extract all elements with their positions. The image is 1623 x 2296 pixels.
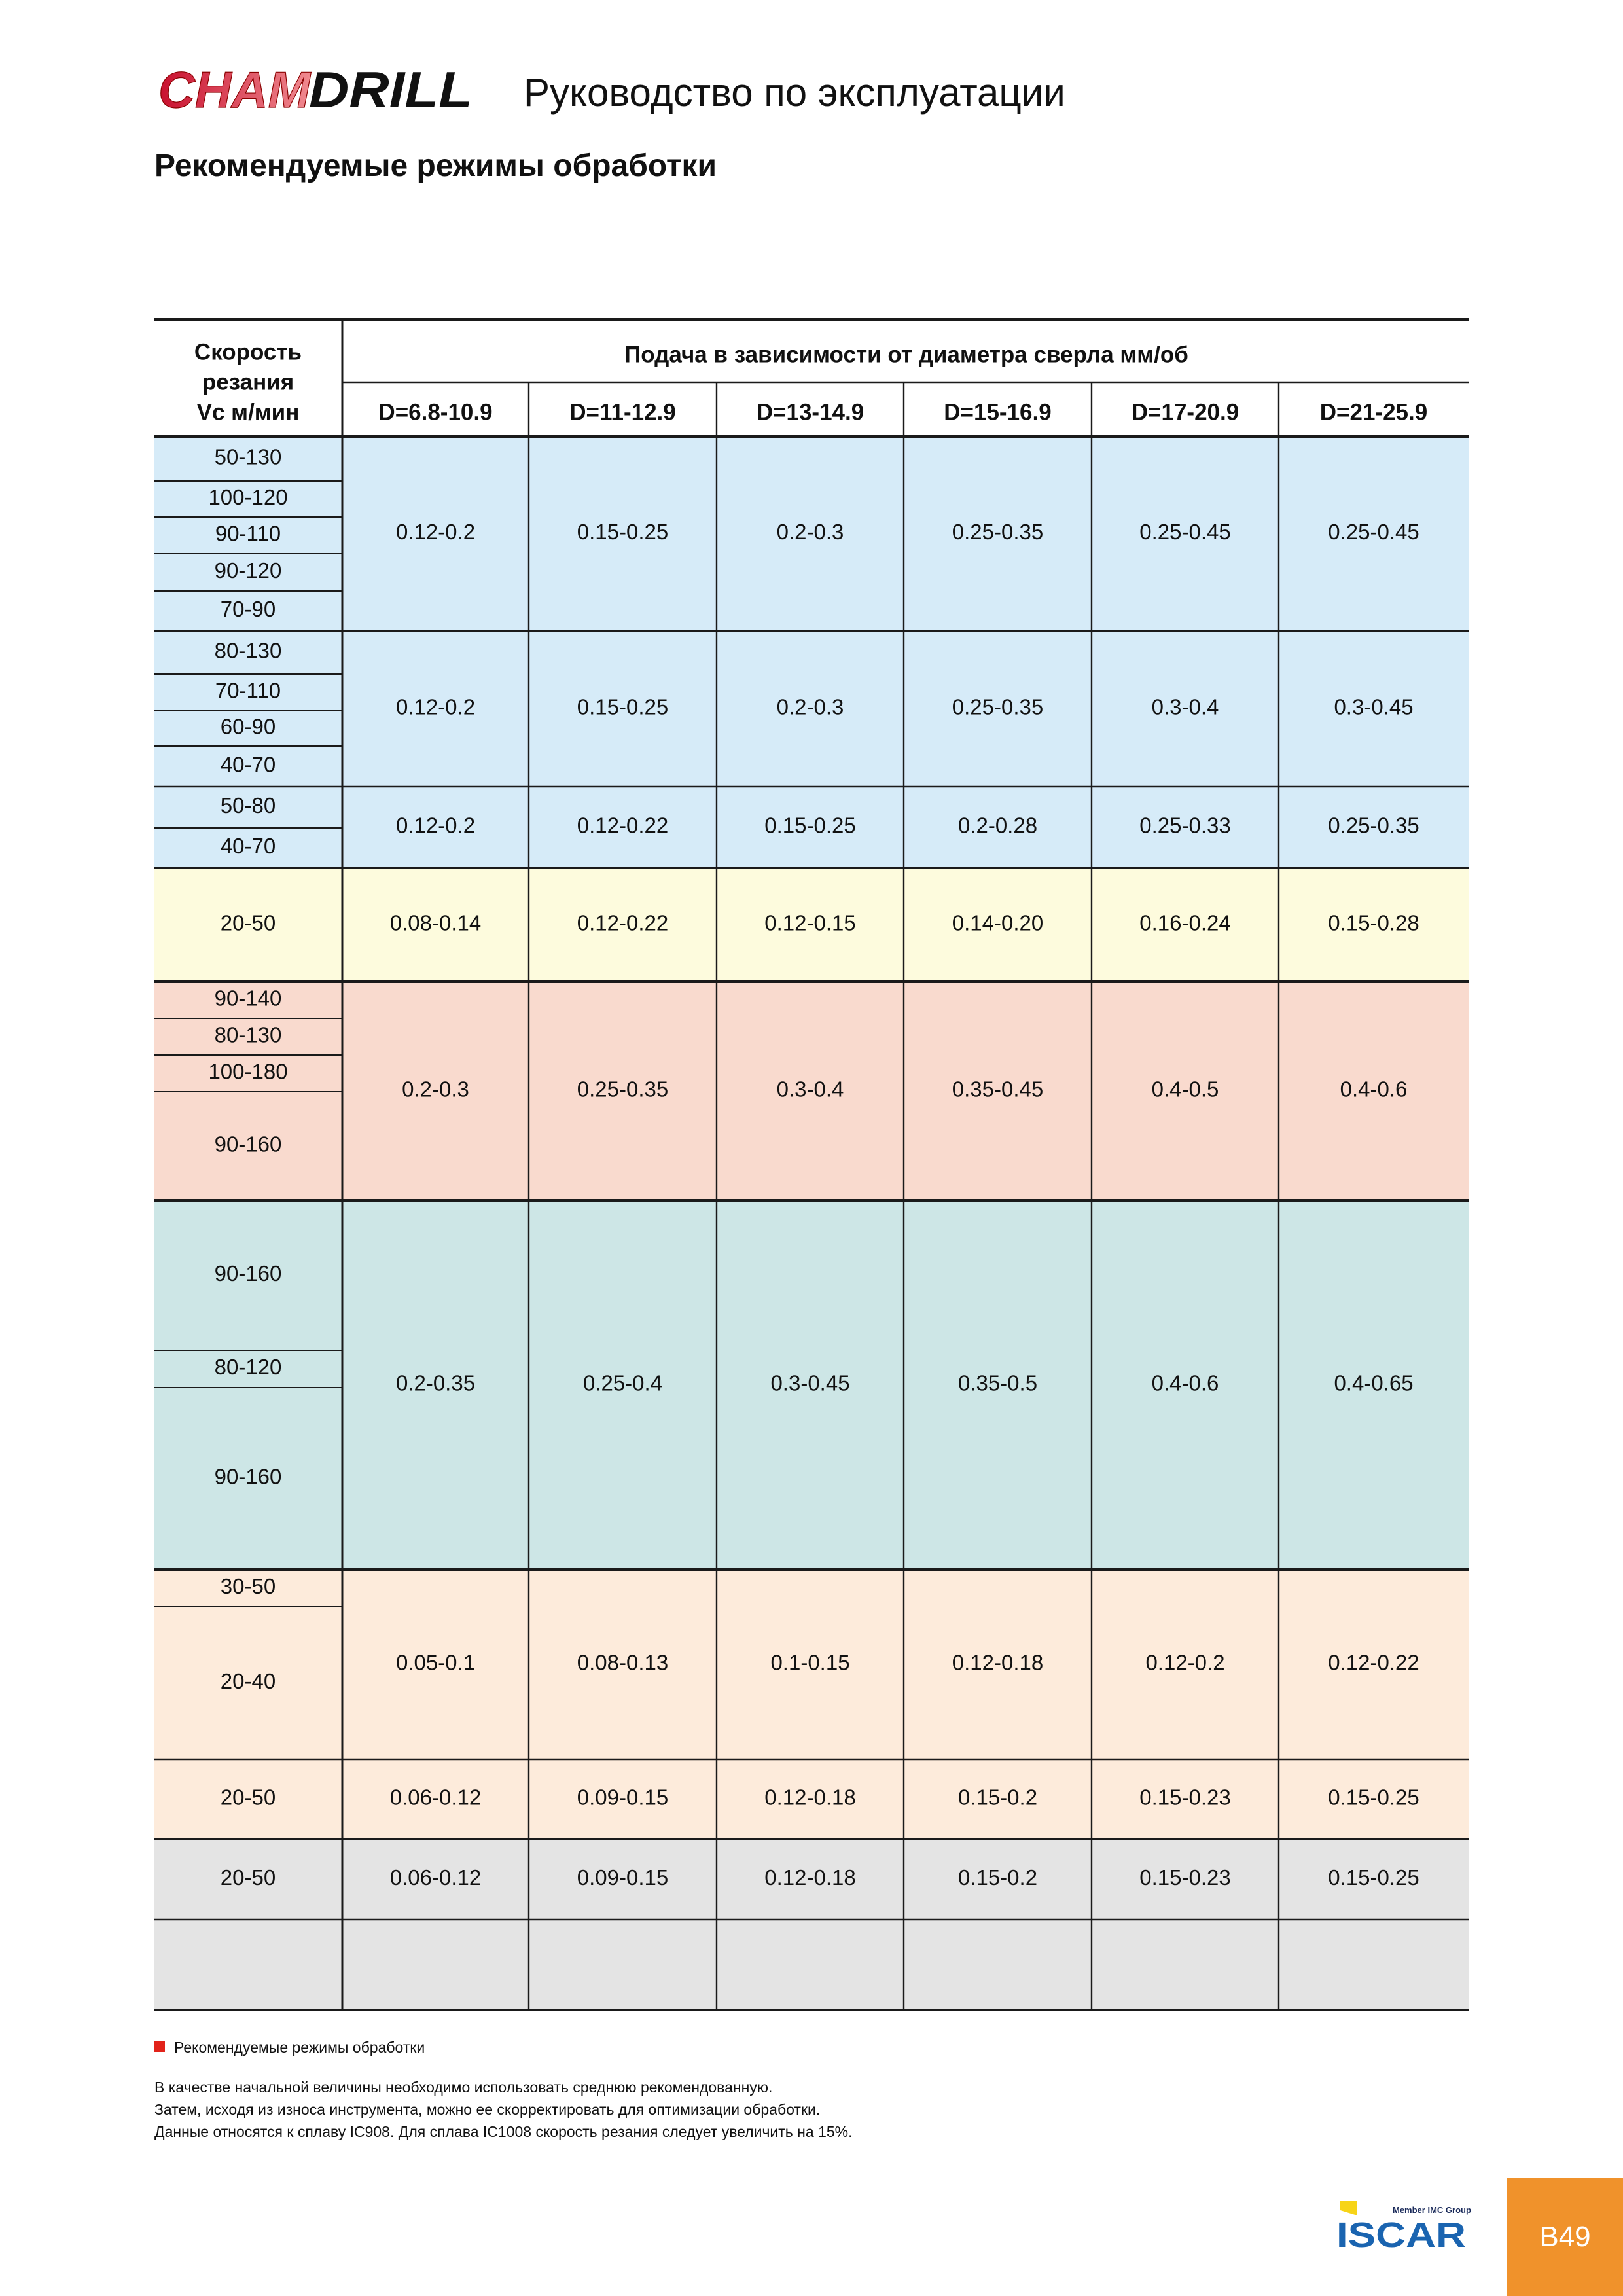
note-line: В качестве начальной величины необходимо использовать среднюю рекомендованную. [154,2079,773,2096]
vc-header-label: Скорость [194,339,302,365]
iscar-logo-mark-yellow [1340,2201,1357,2215]
feed-value-cell: 0.15-0.25 [764,813,856,838]
vc-value-cell: 40-70 [220,834,276,859]
feed-value-cell: 0.12-0.2 [1145,1650,1225,1675]
diameter-column-header: D=11-12.9 [569,399,676,425]
vc-value-cell: 90-110 [215,521,281,546]
legend-label: Рекомендуемые режимы обработки [174,2039,425,2056]
feed-value-cell: 0.2-0.3 [776,694,844,719]
vc-value-cell: 100-120 [208,485,288,510]
feed-value-cell: 0.25-0.35 [952,520,1044,545]
vc-value-cell: 50-80 [220,793,276,818]
feed-value-cell: 0.15-0.2 [957,1785,1038,1810]
vc-header-label: Vc м/мин [196,399,300,425]
feed-value-cell: 0.12-0.18 [764,1865,856,1890]
feed-value-cell: 0.15-0.23 [1139,1865,1231,1890]
vc-value-cell: 20-50 [220,1785,276,1810]
feed-value-cell: 0.35-0.45 [952,1077,1044,1102]
feed-value-cell: 0.25-0.35 [1328,813,1419,838]
feed-value-cell: 0.3-0.45 [770,1371,850,1395]
feed-header-label: Подача в зависимости от диаметра сверла мм/об [624,342,1188,368]
feed-value-cell: 0.3-0.4 [1151,694,1219,719]
feed-value-cell: 0.2-0.35 [395,1371,476,1395]
feed-value-cell: 0.15-0.25 [1328,1865,1419,1890]
vc-value-cell: 20-50 [220,910,276,935]
note-line: Данные относятся к сплаву IC908. Для сплава IC1008 скорость резания следует увеличить на 15%. [154,2123,853,2140]
row-group-background [154,1920,1469,2010]
feed-value-cell: 0.4-0.6 [1151,1371,1219,1395]
page-number: B49 [1539,2221,1591,2253]
feed-value-cell: 0.16-0.24 [1139,910,1231,935]
feed-value-cell: 0.2-0.3 [776,520,844,545]
iscar-member-text: Member IMC Group [1393,2205,1471,2215]
feed-value-cell: 0.06-0.12 [389,1785,482,1810]
feed-value-cell: 0.4-0.5 [1151,1077,1219,1102]
iscar-wordmark: ISCAR [1336,2215,1466,2252]
feed-value-cell: 0.35-0.5 [957,1371,1038,1395]
feed-value-cell: 0.15-0.25 [577,694,669,719]
feed-value-cell: 0.15-0.23 [1139,1785,1231,1810]
feed-value-cell: 0.05-0.1 [395,1650,476,1675]
feed-value-cell: 0.08-0.14 [389,910,482,935]
feed-value-cell: 0.12-0.2 [395,813,476,838]
vc-value-cell: 30-50 [220,1574,276,1599]
feed-value-cell: 0.15-0.25 [1328,1785,1419,1810]
feed-value-cell: 0.25-0.35 [952,694,1044,719]
feed-value-cell: 0.15-0.28 [1328,910,1419,935]
vc-value-cell: 60-90 [220,714,276,739]
header-title: Руководство по эксплуатации [524,71,1065,115]
vc-value-cell: 100-180 [208,1059,288,1084]
feed-value-cell: 0.15-0.25 [577,520,669,545]
vc-value-cell: 70-110 [215,678,281,703]
feed-value-cell: 0.25-0.4 [582,1371,663,1395]
logo-drill-text: DRILL [309,63,473,115]
page-number-tab [1507,2178,1623,2296]
vc-value-cell: 20-40 [220,1669,276,1694]
feed-value-cell: 0.12-0.2 [395,520,476,545]
diameter-column-header: D=6.8-10.9 [378,399,493,425]
feed-value-cell: 0.08-0.13 [577,1650,669,1675]
feed-value-cell: 0.09-0.15 [577,1865,669,1890]
diameter-column-header: D=15-16.9 [944,399,1052,425]
vc-header-label: резания [202,369,294,395]
iscar-logo [1335,2196,1472,2252]
feed-value-cell: 0.12-0.22 [1328,1650,1419,1675]
note-line: Затем, исходя из износа инструмента, можно ее скорректировать для оптимизации обработки. [154,2101,821,2118]
diameter-column-header: D=21-25.9 [1319,399,1428,425]
vc-value-cell: 80-130 [214,638,282,663]
feed-value-cell: 0.06-0.12 [389,1865,482,1890]
feed-value-cell: 0.12-0.2 [395,694,476,719]
feed-value-cell: 0.3-0.45 [1334,694,1414,719]
feed-value-cell: 0.12-0.15 [764,910,856,935]
vc-value-cell: 50-130 [214,444,282,469]
feed-value-cell: 0.1-0.15 [770,1650,850,1675]
feed-value-cell: 0.12-0.18 [764,1785,856,1810]
feed-value-cell: 0.4-0.6 [1340,1077,1408,1102]
feed-value-cell: 0.12-0.22 [577,910,669,935]
vc-value-cell: 80-130 [214,1022,282,1047]
diameter-column-header: D=13-14.9 [756,399,865,425]
vc-value-cell: 40-70 [220,752,276,777]
vc-value-cell: 90-120 [214,558,282,583]
vc-value-cell: 90-160 [214,1261,282,1286]
feed-value-cell: 0.25-0.45 [1328,520,1419,545]
feed-value-cell: 0.25-0.45 [1139,520,1231,545]
feed-value-cell: 0.12-0.22 [577,813,669,838]
diameter-column-header: D=17-20.9 [1131,399,1240,425]
feed-value-cell: 0.14-0.20 [952,910,1044,935]
vc-value-cell: 90-160 [214,1132,282,1157]
section-title: Рекомендуемые режимы обработки [154,149,717,183]
feed-value-cell: 0.2-0.28 [957,813,1038,838]
vc-value-cell: 70-90 [220,597,276,622]
feed-value-cell: 0.25-0.35 [577,1077,669,1102]
logo-cham-text: CHAM [158,63,312,115]
vc-value-cell: 20-50 [220,1865,276,1890]
feed-value-cell: 0.12-0.18 [952,1650,1044,1675]
feed-value-cell: 0.15-0.2 [957,1865,1038,1890]
vc-value-cell: 90-160 [214,1464,282,1489]
feed-value-cell: 0.09-0.15 [577,1785,669,1810]
feed-value-cell: 0.3-0.4 [776,1077,844,1102]
feed-value-cell: 0.25-0.33 [1139,813,1231,838]
vc-value-cell: 90-140 [214,986,282,1011]
legend-marker [154,2041,165,2052]
feed-value-cell: 0.2-0.3 [402,1077,469,1102]
vc-value-cell: 80-120 [214,1355,282,1380]
feed-value-cell: 0.4-0.65 [1334,1371,1414,1395]
